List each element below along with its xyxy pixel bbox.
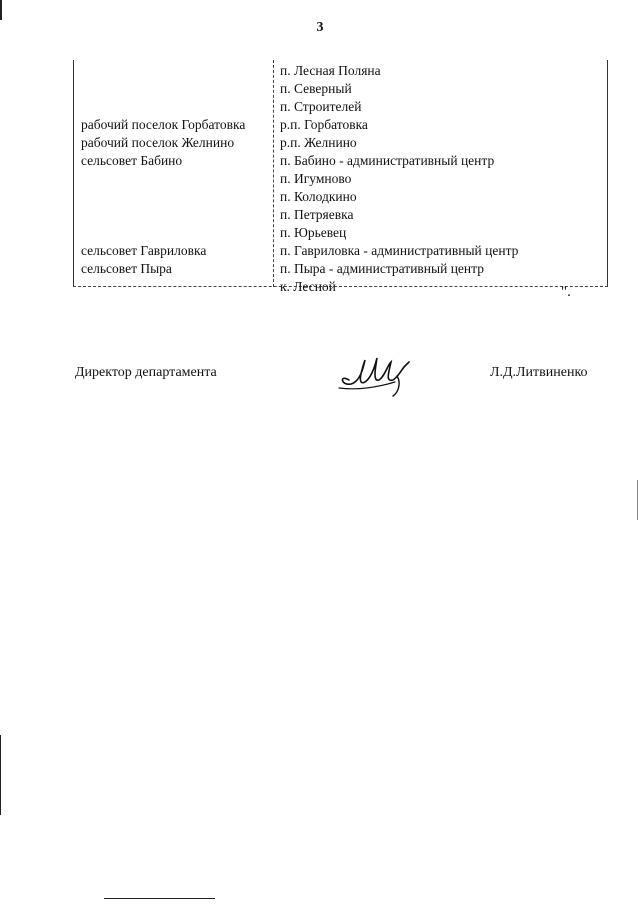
table-bottom-border: [73, 286, 608, 288]
closing-quote-mark: ".: [561, 284, 571, 300]
scan-edge-mark-bottom: [0, 735, 1, 815]
municipality-cell: сельсовет Бабино: [81, 153, 183, 168]
page-number: 3: [316, 20, 324, 35]
settlement-cell: п. Петряевка: [280, 207, 354, 222]
municipality-cell: сельсовет Пыра: [81, 261, 172, 276]
footnote-separator-line: [104, 898, 215, 899]
settlement-cell: п. Строителей: [280, 99, 362, 114]
settlement-cell: п. Северный: [280, 81, 352, 96]
handwritten-signature: [335, 352, 420, 397]
scan-edge-mark-top: [0, 0, 2, 20]
table-right-border: [607, 60, 608, 287]
settlement-cell: п. Пыра - административный центр: [280, 261, 484, 276]
signatory-name: Л.Д.Литвиненко: [490, 365, 588, 380]
scan-edge-mark-right: [637, 480, 638, 520]
signature-block: [0, 352, 640, 402]
settlement-cell: п. Колодкино: [280, 189, 357, 204]
municipality-cell: рабочий поселок Желнино: [81, 135, 235, 150]
settlement-cell: п. Юрьевец: [280, 225, 347, 240]
settlement-cell: п. Бабино - административный центр: [280, 153, 495, 168]
table-left-border: [73, 60, 74, 287]
settlement-cell: п. Гавриловка - административный центр: [280, 243, 519, 258]
municipality-cell: рабочий поселок Горбатовка: [81, 117, 246, 132]
settlement-cell: п. Лесная Поляна: [280, 63, 381, 78]
settlement-cell: р.п. Желнино: [280, 135, 357, 150]
municipality-cell: сельсовет Гавриловка: [81, 243, 207, 258]
settlement-cell: р.п. Горбатовка: [280, 117, 368, 132]
settlement-cell: к. Лесной: [280, 279, 336, 294]
settlements-table: [73, 60, 608, 294]
settlement-cell: п. Игумново: [280, 171, 352, 186]
signatory-title: Директор департамента: [75, 365, 217, 380]
table-column-divider: [273, 60, 275, 287]
